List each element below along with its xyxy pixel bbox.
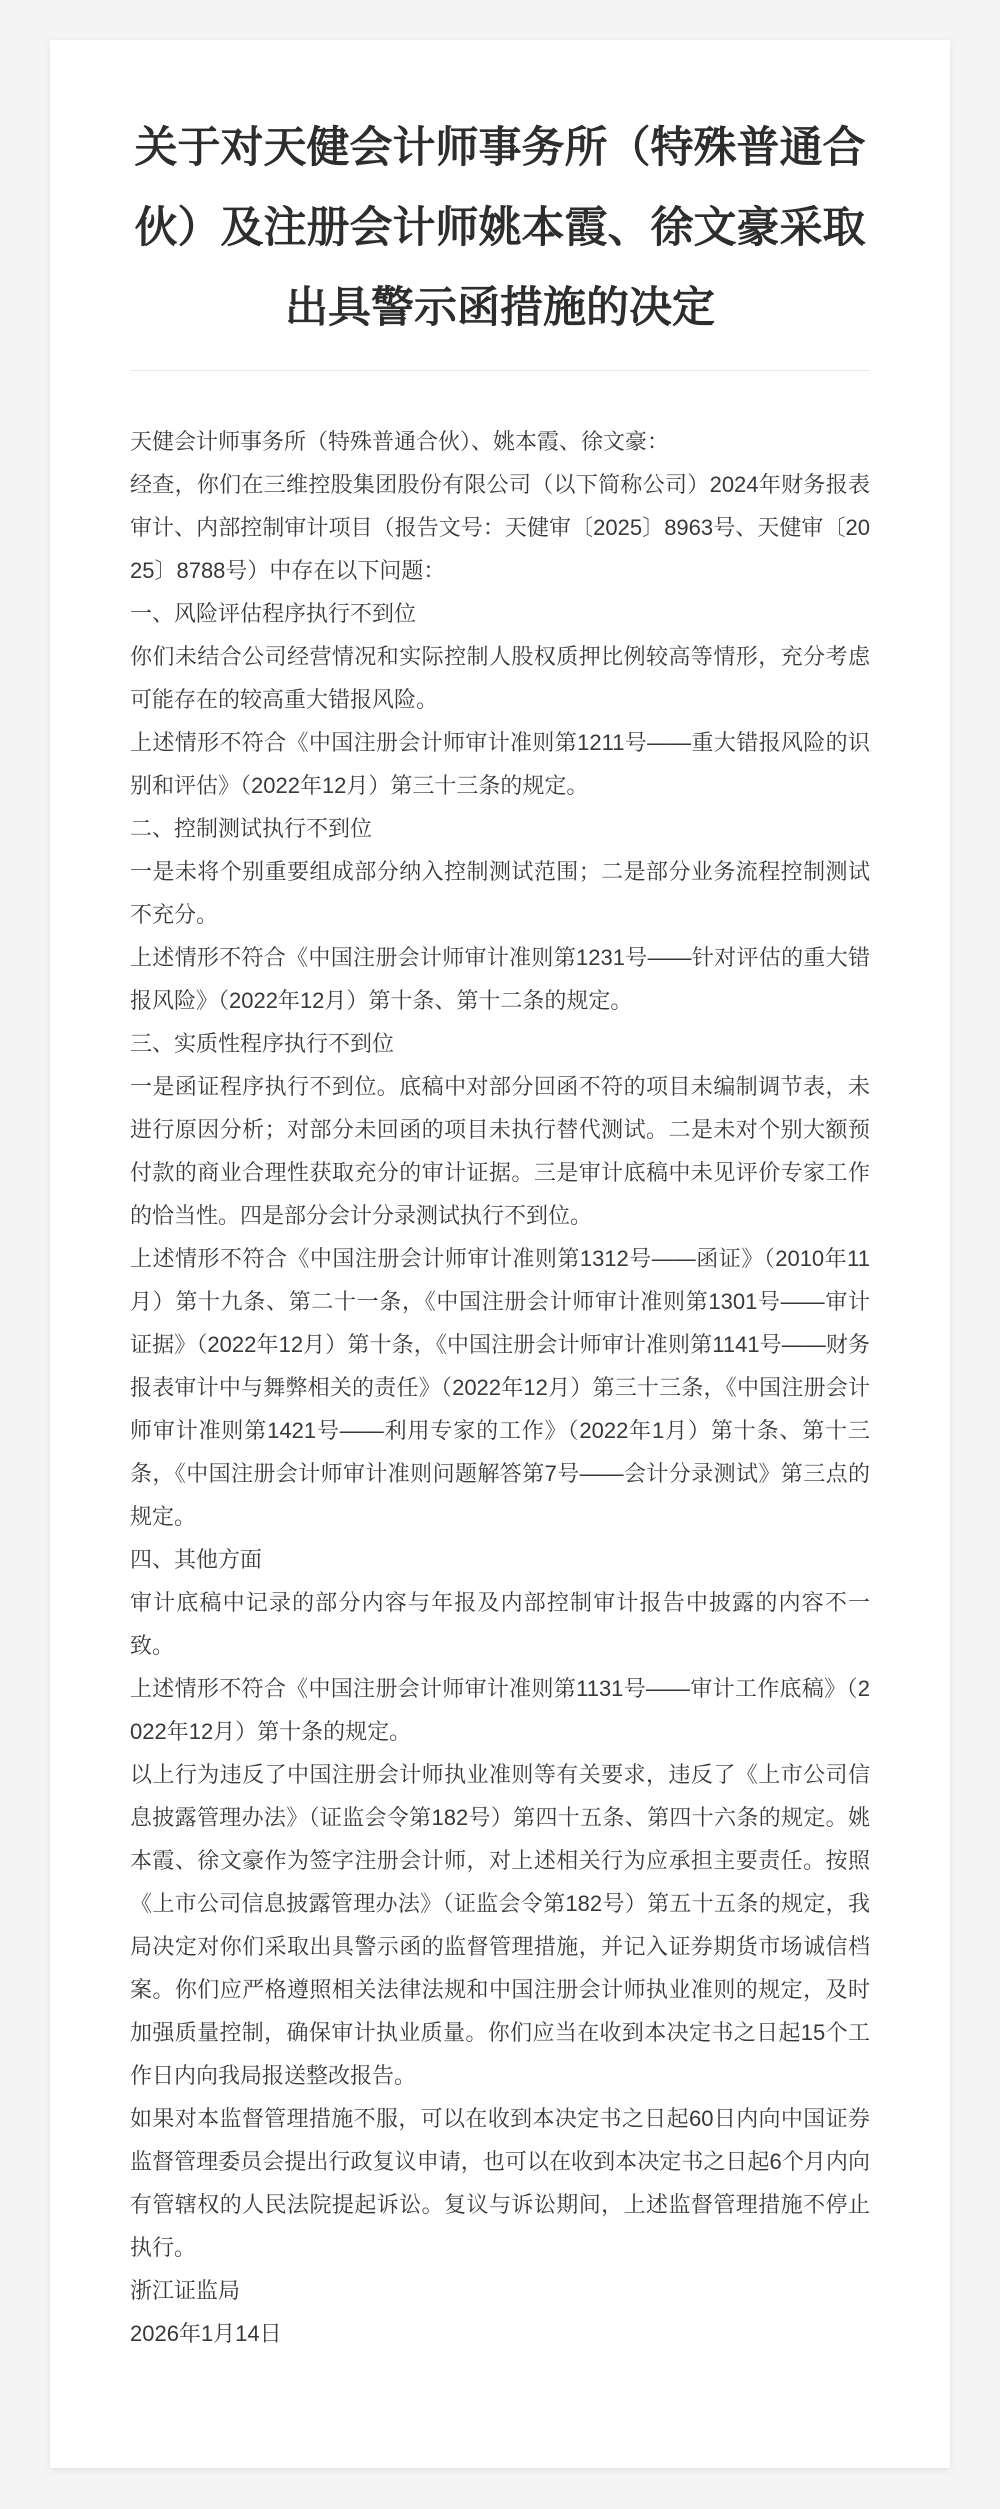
body-paragraph: 以上行为违反了中国注册会计师执业准则等有关要求，违反了《上市公司信息披露管理办法》（证监会令第182号）第四十五条、第四十六条的规定。姚本霞、徐文豪作为签字注册会计师，对上述相关行为应承担主要责任。按照《上市公司信息披露管理办法》（证监会令第182号）第五十五条的规定，我局决定对你们采取出具警示函的监督管理措施，并记入证券期货市场诚信档案。你们应严格遵照相关法律法规和中国注册会计师执业准则的规定，及时加强质量控制，确保审计执业质量。你们应当在收到本决定书之日起15个工作日内向我局报送整改报告。 — [130, 1762, 870, 2088]
issue-date: 2026年1月14日 — [130, 2321, 282, 2346]
body-paragraph: 如果对本监督管理措施不服，可以在收到本决定书之日起60日内向中国证券监督管理委员会提出行政复议申请，也可以在收到本决定书之日起6个月内向有管辖权的人民法院提起诉讼。复议与诉讼期间，上述监督管理措施不停止执行。 — [130, 2106, 870, 2260]
body-paragraph: 一是函证程序执行不到位。底稿中对部分回函不符的项目未编制调节表，未进行原因分析；对部分未回函的项目未执行替代测试。二是未对个别大额预付款的商业合理性获取充分的审计证据。三是审计底稿中未见评价专家工作的恰当性。四是部分会计分录测试执行不到位。 — [130, 1074, 870, 1228]
body-paragraph: 审计底稿中记录的部分内容与年报及内部控制审计报告中披露的内容不一致。 — [130, 1590, 870, 1658]
title-divider — [130, 370, 870, 371]
body-paragraph: 经查，你们在三维控股集团股份有限公司（以下简称公司）2024年财务报表审计、内部控制审计项目（报告文号：天健审〔2025〕8963号、天健审〔2025〕8788号）中存在以下问题： — [130, 472, 870, 583]
body-paragraph: 上述情形不符合《中国注册会计师审计准则第1312号——函证》（2010年11月）第十九条、第二十一条，《中国注册会计师审计准则第1301号——审计证据》（2022年12月）第十条，《中国注册会计师审计准则第1141号——财务报表审计中与舞弊相关的责任》（2022年12月）第三十三条，《中国注册会计师审计准则第1421号——利用专家的工作》（2022年1月）第十条、第十三条，《中国注册会计师审计准则问题解答第7号——会计分录测试》第三点的规定。 — [130, 1246, 870, 1529]
body-paragraph: 上述情形不符合《中国注册会计师审计准则第1211号——重大错报风险的识别和评估》（2022年12月）第三十三条的规定。 — [130, 730, 870, 798]
issuer-name: 浙江证监局 — [130, 2278, 241, 2303]
body-paragraph: 你们未结合公司经营情况和实际控制人股权质押比例较高等情形，充分考虑可能存在的较高重大错报风险。 — [130, 644, 870, 712]
section-heading-4: 四、其他方面 — [130, 1547, 263, 1572]
signature-block — [130, 2269, 870, 2355]
section-heading-2: 二、控制测试执行不到位 — [130, 816, 373, 841]
section-heading-1: 一、风险评估程序执行不到位 — [130, 601, 417, 626]
document-body — [130, 420, 870, 2355]
document-title: 关于对天健会计师事务所（特殊普通合伙）及注册会计师姚本霞、徐文豪采取出具警示函措施的决定 — [134, 124, 866, 332]
section-heading-3: 三、实质性程序执行不到位 — [130, 1031, 395, 1056]
salutation-line: 天健会计师事务所（特殊普通合伙）、姚本霞、徐文豪： — [130, 429, 670, 454]
document-card — [50, 40, 950, 2468]
body-paragraph: 一是未将个别重要组成部分纳入控制测试范围；二是部分业务流程控制测试不充分。 — [130, 859, 870, 927]
body-paragraph: 上述情形不符合《中国注册会计师审计准则第1231号——针对评估的重大错报风险》（2022年12月）第十条、第十二条的规定。 — [130, 945, 870, 1013]
body-paragraph: 上述情形不符合《中国注册会计师审计准则第1131号——审计工作底稿》（2022年12月）第十条的规定。 — [130, 1676, 870, 1744]
